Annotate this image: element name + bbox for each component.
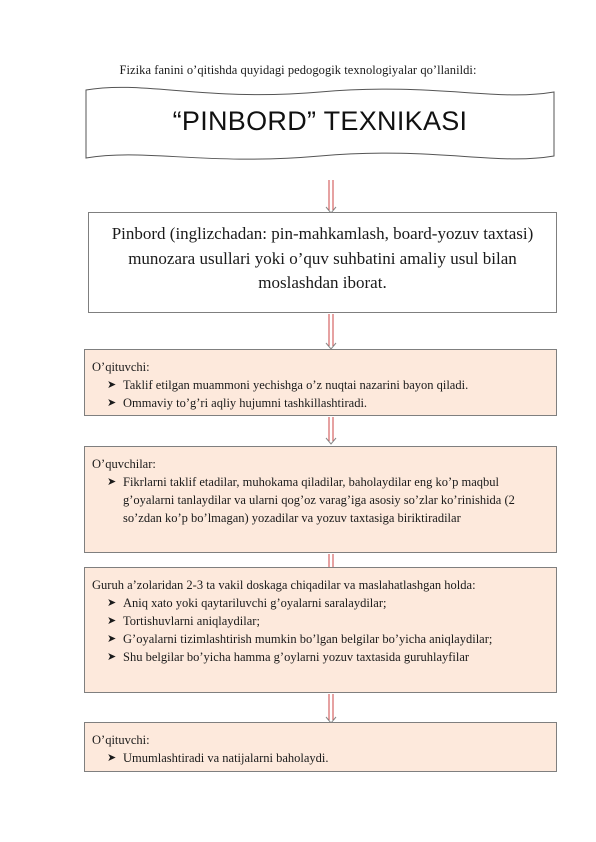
list-item	[92, 630, 546, 648]
bullet-list	[92, 376, 546, 412]
bullet-list	[92, 473, 546, 527]
arrowhead-bullet-icon: ➤	[107, 651, 117, 663]
list-item	[92, 473, 546, 527]
section-heading: O’qituvchi:	[92, 360, 150, 374]
list-item-text: G’oyalarni tizimlashtirish mumkin bo’lgan belgilar bo’yicha aniqlaydilar;	[123, 632, 493, 646]
list-item-text: Ommaviy to’g’ri aqliy hujumni tashkillashtiradi.	[123, 396, 368, 410]
title-banner	[85, 86, 555, 162]
down-arrow-icon	[319, 694, 343, 724]
definition-box	[88, 212, 557, 313]
arrowhead-bullet-icon: ➤	[107, 476, 117, 488]
arrowhead-bullet-icon: ➤	[107, 633, 117, 645]
flow-arrow	[319, 314, 343, 350]
list-item-text: Shu belgilar bo’yicha hamma g’oylarni yozuv taxtasida guruhlayfilar	[123, 650, 470, 664]
flow-arrow	[319, 694, 343, 724]
down-arrow-icon	[319, 314, 343, 350]
arrowhead-bullet-icon: ➤	[107, 615, 117, 627]
teacher-summary-section	[84, 722, 557, 772]
intro-text: Fizika fanini o’qitishda quyidagi pedogogik texnologiyalar qo’llanildi:	[119, 63, 477, 77]
banner-title: “PINBORD” TEXNIKASI	[172, 106, 468, 136]
section-heading: O’quvchilar:	[92, 457, 156, 471]
section-heading: O’qituvchi:	[92, 733, 150, 747]
list-item	[92, 612, 546, 630]
down-arrow-icon	[319, 180, 343, 214]
arrowhead-bullet-icon: ➤	[107, 379, 117, 391]
down-arrow-icon	[319, 417, 343, 445]
list-item-text: Aniq xato yoki qaytariluvchi g’oyalarni saralaydilar;	[123, 596, 387, 610]
bullet-list	[92, 749, 546, 767]
list-item	[92, 648, 546, 666]
list-item-text: Tortishuvlarni aniqlaydilar;	[123, 614, 260, 628]
arrowhead-bullet-icon: ➤	[107, 597, 117, 609]
list-item-text: Umumlashtiradi va natijalarni baholaydi.	[123, 751, 329, 765]
teacher-section	[84, 349, 557, 416]
section-heading: Guruh a’zolaridan 2-3 ta vakil doskaga chiqadilar va maslahatlashgan holda:	[92, 578, 476, 592]
group-section	[84, 567, 557, 693]
list-item-text: Fikrlarni taklif etadilar, muhokama qiladilar, baholaydilar eng ko’p maqbul g’oyalarni tanlaydilar va ularni qog’oz varag’iga asosiy so’zlar ko’rinishida (2 so’zdan ko’p bo’lmagan) yozadilar va yozuv taxtasiga biriktiradilar	[123, 475, 515, 525]
flow-arrow	[319, 180, 343, 214]
flow-arrow	[319, 417, 343, 445]
bullet-list	[92, 594, 546, 666]
list-item	[92, 394, 546, 412]
list-item-text: Taklif etilgan muammoni yechishga o’z nuqtai nazarini bayon qiladi.	[123, 378, 469, 392]
list-item	[92, 749, 546, 767]
definition-text: Pinbord (inglizchadan: pin-mahkamlash, board-yozuv taxtasi) munozara usullari yoki o’quv suhbatini amaliy usul bilan moslashdan iborat.	[111, 224, 534, 292]
list-item	[92, 594, 546, 612]
arrowhead-bullet-icon: ➤	[107, 752, 117, 764]
arrowhead-bullet-icon: ➤	[107, 397, 117, 409]
list-item	[92, 376, 546, 394]
students-section	[84, 446, 557, 553]
